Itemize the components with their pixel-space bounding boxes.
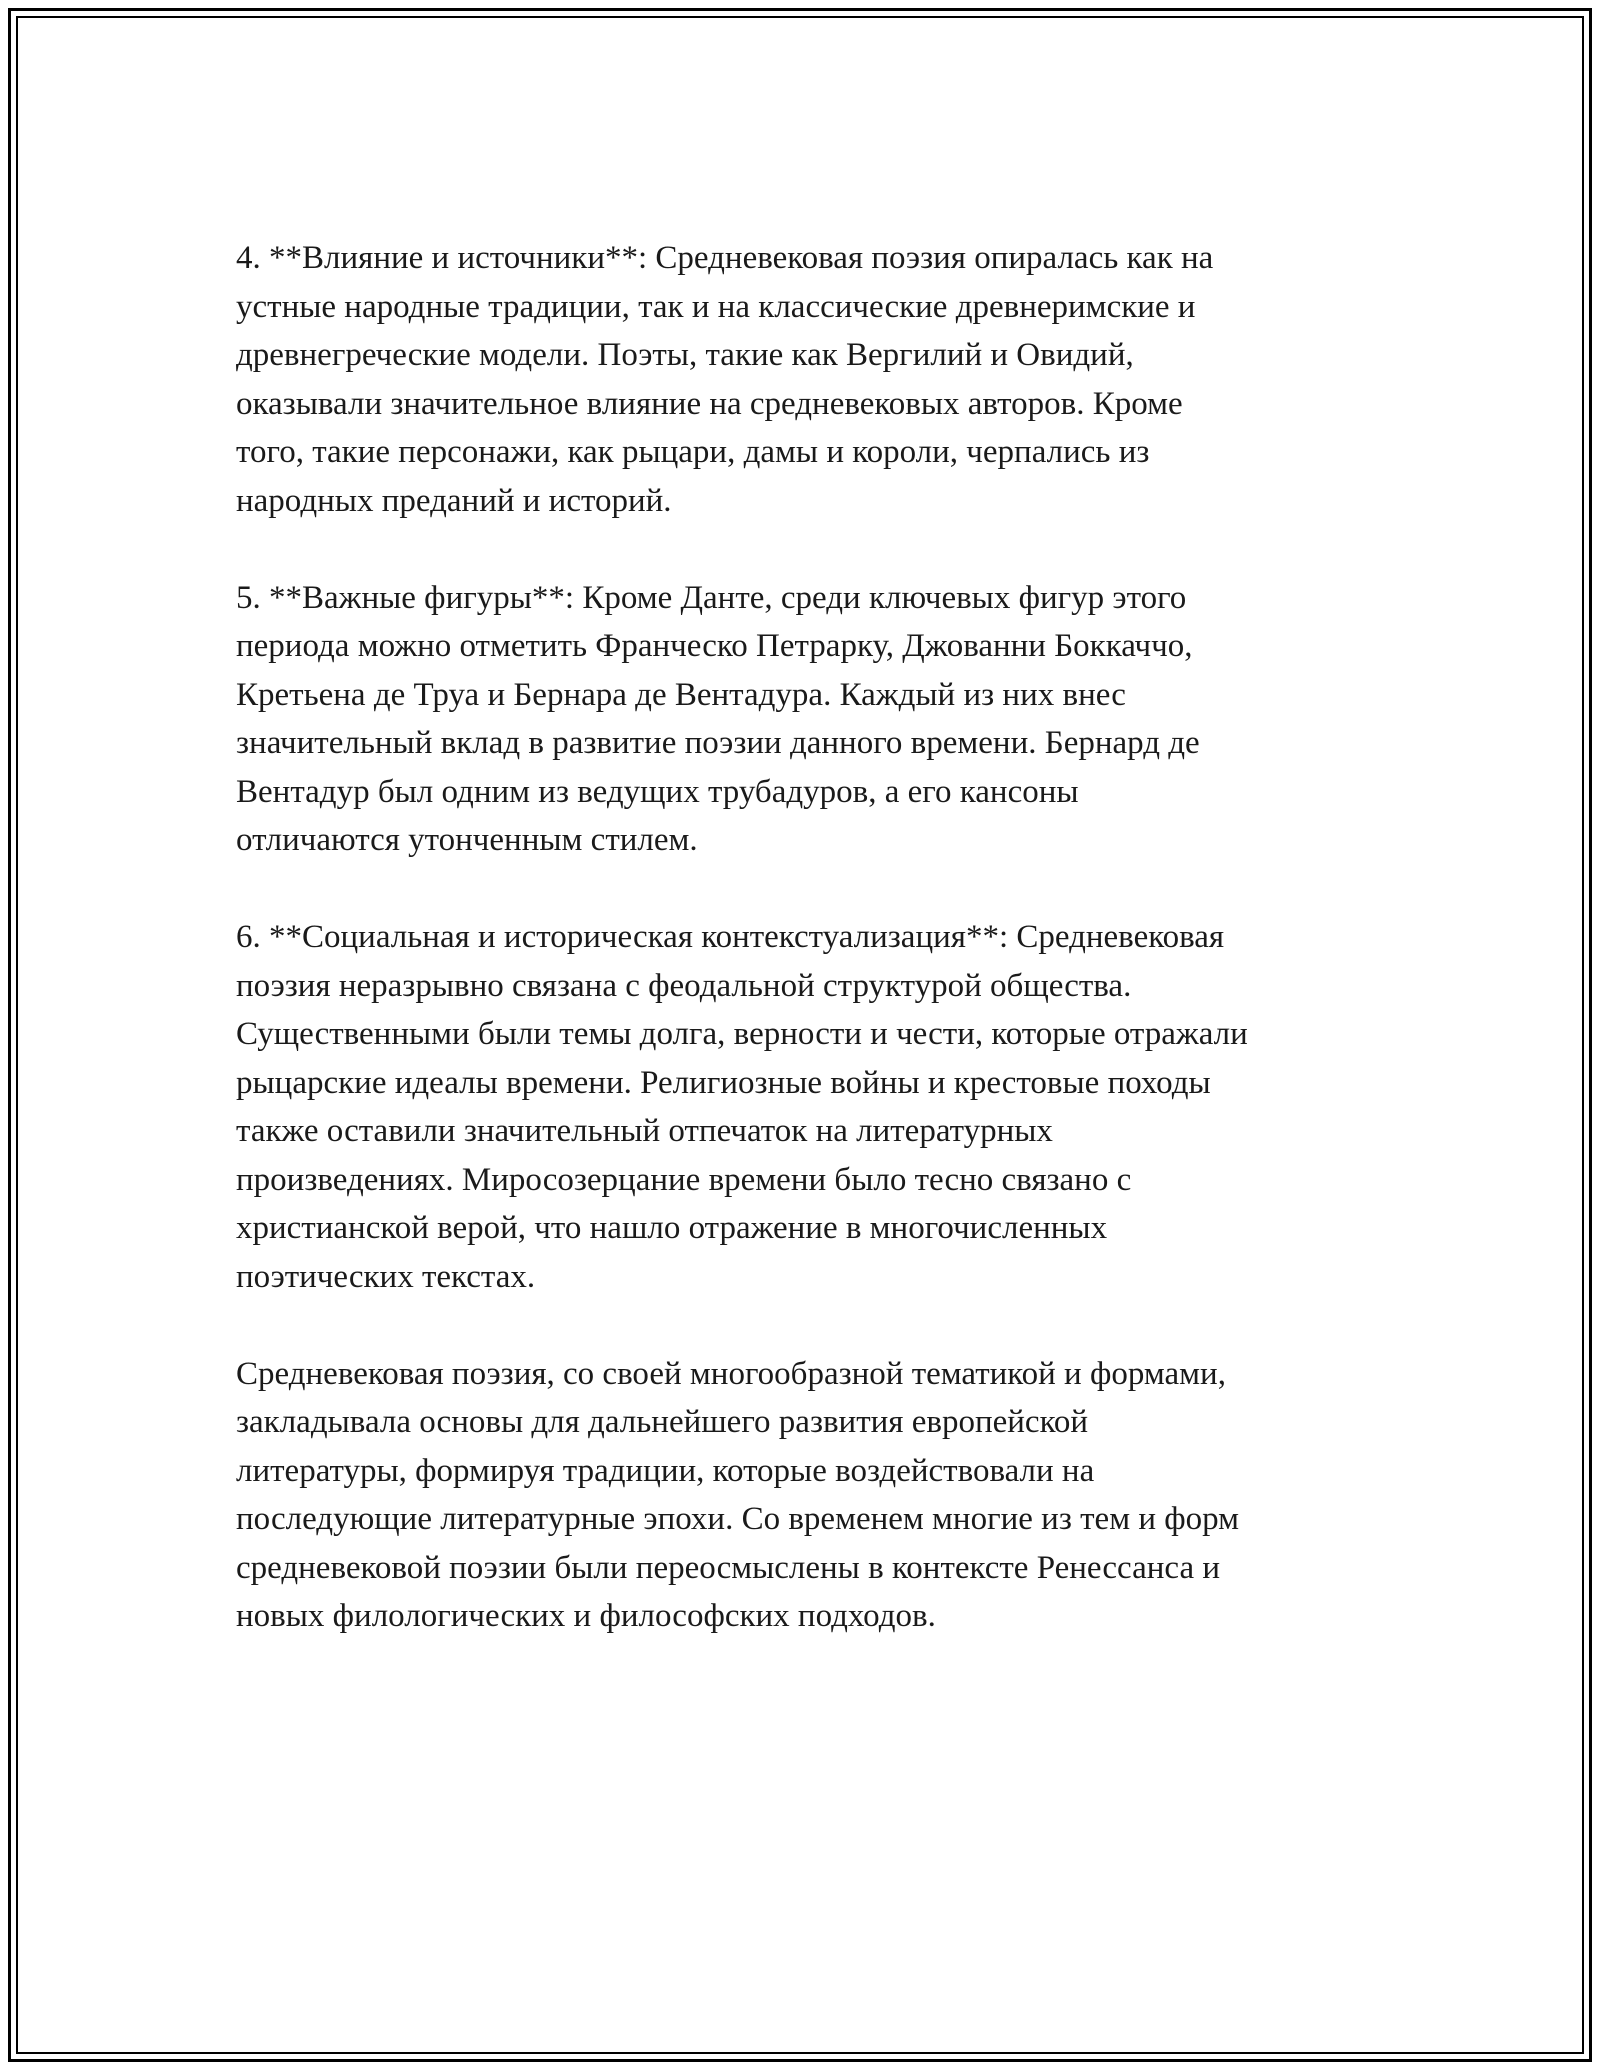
paragraph-conclusion: Средневековая поэзия, со своей многообразной тематикой и формами, закладывала основы для дальнейшего развития европейской литературы, формируя традиции, которые воздействовали на последующие литературные эпохи. Со временем многие из тем и форм средневековой поэзии были переосмыслены в контексте Ренессанса и новых филологических и философских подходов. xyxy=(236,1355,1240,1634)
paragraph-influences: 4. **Влияние и источники**: Средневековая поэзия опиралась как на устные народные традиции, так и на классические древнеримские и древнегреческие модели. Поэты, такие как Вергилий и Овидий, оказывали значительное влияние на средневековых авторов. Кроме того, такие персонажи, как рыцари, дамы и короли, черпались из народных преданий и историй. xyxy=(236,240,1214,519)
document-body xyxy=(236,234,1376,1641)
paragraph-social-context: 6. **Социальная и историческая контекстуализация**: Средневековая поэзия неразрывно связана с феодальной структурой общества. Существенными были темы долга, верности и чести, которые отражали рыцарские идеалы времени. Религиозные войны и крестовые походы также оставили значительный отпечаток на литературных произведениях. Миросозерцание времени было тесно связано с христианской верой, что нашло отражение в многочисленных поэтических текстах. xyxy=(236,919,1248,1295)
paragraph-important-figures: 5. **Важные фигуры**: Кроме Данте, среди ключевых фигур этого периода можно отметить Франческо Петрарку, Джованни Боккаччо, Кретьена де Труа и Бернара де Вентадура. Каждый из них внес значительный вклад в развитие поэзии данного времени. Бернард де Вентадур был одним из ведущих трубадуров, а его кансоны отличаются утонченным стилем. xyxy=(236,579,1200,858)
